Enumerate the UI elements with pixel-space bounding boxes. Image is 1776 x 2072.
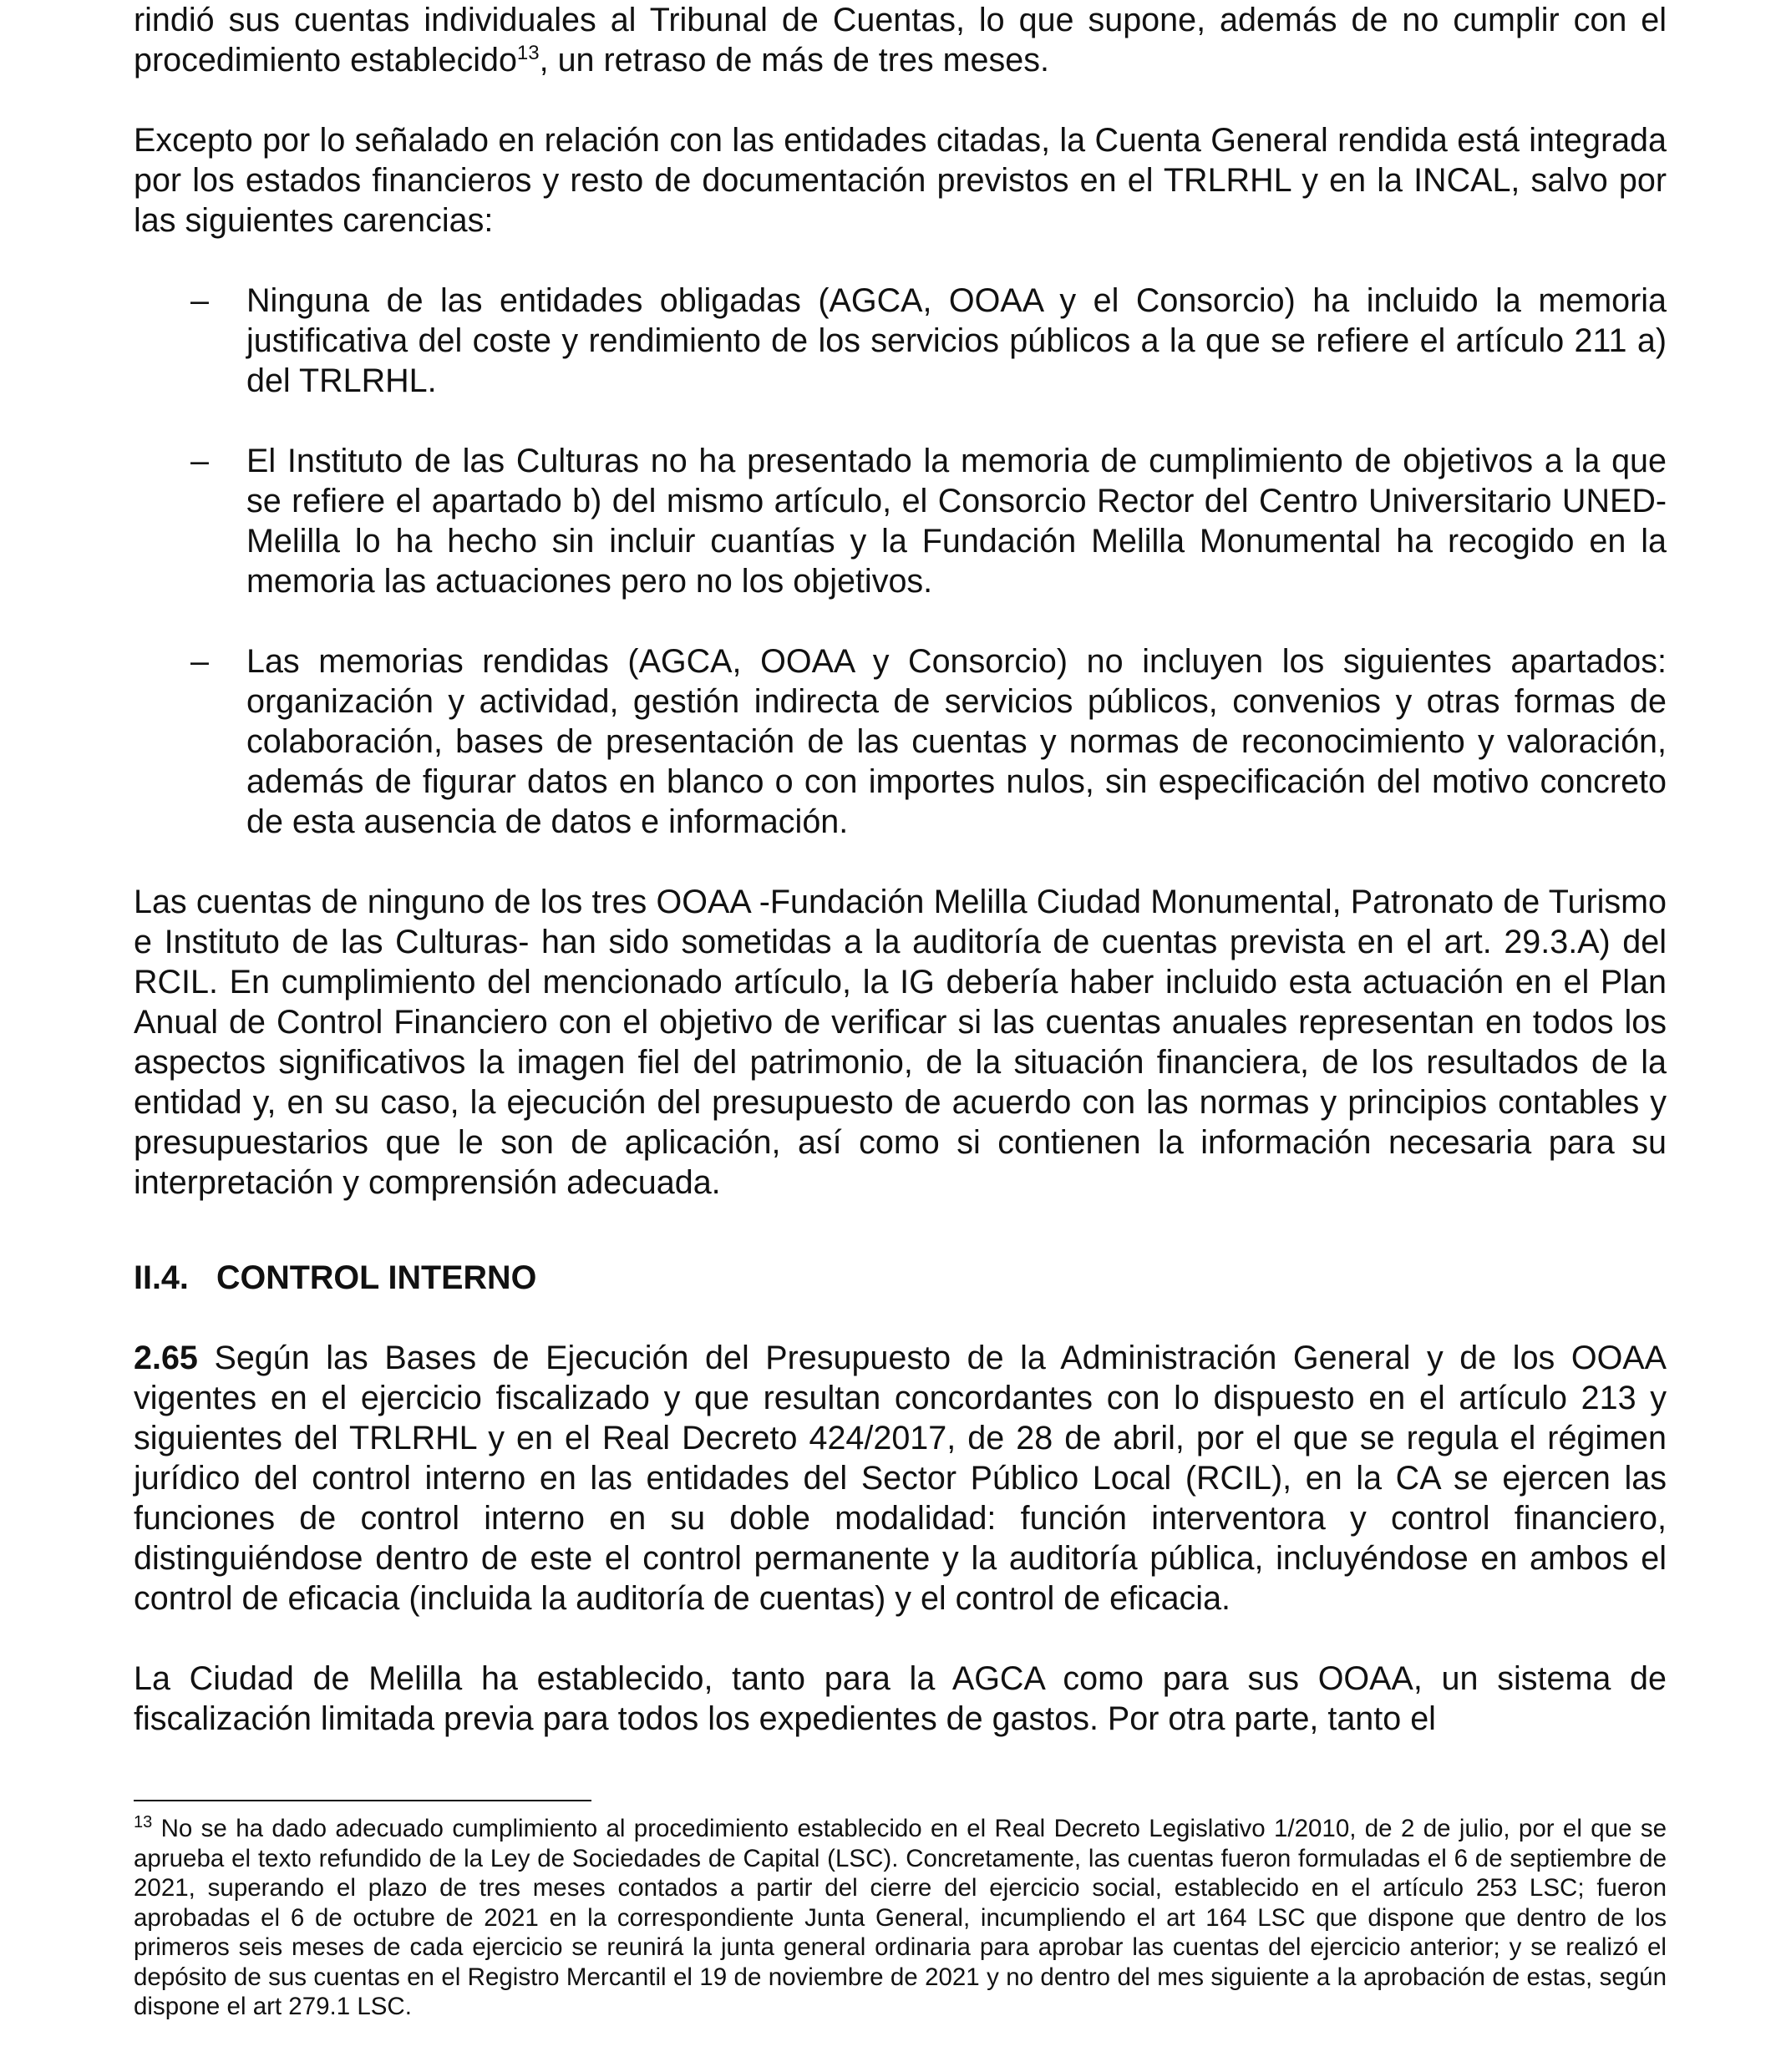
list-item (134, 441, 1667, 601)
section-heading (134, 1258, 1667, 1298)
list-item-text: El Instituto de las Culturas no ha presentado la memoria de cumplimiento de objetivos a la que se refiere el apartado b) del mismo artículo, el Consorcio Rector del Centro Universitario UNED-Melilla lo ha hecho sin incluir cuantías y la Fundación Melilla Monumental ha recogido en la memoria las actuaciones pero no los objetivos. (246, 443, 1667, 600)
carencias-list (134, 281, 1667, 842)
list-item-text: Las memorias rendidas (AGCA, OOAA y Consorcio) no incluyen los siguientes apartados: organización y actividad, gestión indirecta de servicios públicos, convenios y otras formas de colaboración, bases de presentación de las cuentas y normas de reconocimiento y valoración, además de figurar datos en blanco o con importes nulos, sin especificación del motivo concreto de esta ausencia de datos e información. (246, 643, 1667, 840)
section-title: CONTROL INTERNO (216, 1259, 537, 1296)
section-number: II.4. (134, 1259, 189, 1296)
excepto-paragraph: Excepto por lo señalado en relación con las entidades citadas, la Cuenta General rendida está integrada por los estados financieros y resto de documentación previstos en el TRLRHL y en la INCAL, salvo por las siguientes carencias: (134, 122, 1667, 239)
ooaa-paragraph: Las cuentas de ninguno de los tres OOAA -Fundación Melilla Ciudad Monumental, Patronato de Turismo e Instituto de las Culturas- han sido sometidas a la auditoría de cuentas prevista en el art. 29.3.A) del RCIL. En cumplimiento del mencionado artículo, la IG debería haber incluido esta actuación en el Plan Anual de Control Financiero con el objetivo de verificar si las cuentas anuales representan en todos los aspectos significativos la imagen fiel del patrimonio, de la situación financiera, de los resultados de la entidad y, en su caso, la ejecución del presupuesto de acuerdo con las normas y principios contables y presupuestarios que le son de aplicación, así como si contienen la información necesaria para su interpretación y comprensión adecuada. (134, 884, 1667, 1201)
intro-continuation-paragraph (134, 0, 1667, 80)
list-item (134, 641, 1667, 842)
footnote-separator (134, 1800, 591, 1801)
dash-bullet-icon: – (190, 643, 209, 680)
intro-tail-text: , un retraso de más de tres meses. (539, 42, 1049, 79)
footnote-text: No se ha dado adecuado cumplimiento al procedimiento establecido en el Real Decreto Legislativo 1/2010, de 2 de julio, por el que se aprueba el texto refundido de la Ley de Sociedades de Capital (LSC). Concretamente, las cuentas fueron formuladas el 6 de septiembre de 2021, superando el plazo de tres meses contados a partir del cierre del ejercicio social, establecido en el artículo 253 LSC; fueron aprobadas el 6 de octubre de 2021 en la correspondiente Junta General, incumpliendo el art 164 LSC que dispone que dentro de los primeros seis meses de cada ejercicio se reunirá la junta general ordinaria para aprobar las cuentas del ejercicio anterior; y se realizó el depósito de sus cuentas en el Registro Mercantil el 19 de noviembre de 2021 y no dentro del mes siguiente a la aprobación de estas, según dispone el art 279.1 LSC. (134, 1815, 1667, 2020)
list-item (134, 281, 1667, 401)
list-item-text: Ninguna de las entidades obligadas (AGCA, OOAA y el Consorcio) ha incluido la memoria justificativa del coste y rendimiento de los servicios públicos a la que se refiere el artículo 211 a) del TRLRHL. (246, 282, 1667, 399)
melilla-paragraph: La Ciudad de Melilla ha establecido, tanto para la AGCA como para sus OOAA, un sistema de fiscalización limitada previa para todos los expedientes de gastos. Por otra parte, tanto el (134, 1660, 1667, 1737)
intro-text: rindió sus cuentas individuales al Tribunal de Cuentas, lo que supone, además de no cumplir con el procedimiento establecido (134, 2, 1667, 79)
document-page (134, 0, 1667, 1739)
footnote-ref-13[interactable]: 13 (516, 41, 540, 64)
footnote-paragraph (134, 1814, 1667, 2022)
dash-bullet-icon: – (190, 282, 209, 319)
footnote-number: 13 (134, 1813, 153, 1832)
dash-bullet-icon: – (190, 443, 209, 479)
footnote-13 (134, 1814, 1667, 2022)
paragraph-2-65 (134, 1338, 1667, 1619)
paragraph-number: 2.65 (134, 1340, 198, 1376)
paragraph-text: Según las Bases de Ejecución del Presupuesto de la Administración General y de los OOAA vigentes en el ejercicio fiscalizado y que resultan concordantes con lo dispuesto en el artículo 213 y siguientes del TRLRHL y en el Real Decreto 424/2017, de 28 de abril, por el que se regula el régimen jurídico del control interno en las entidades del Sector Público Local (RCIL), en la CA se ejercen las funciones de control interno en su doble modalidad: función interventora y control financiero, distinguiéndose dentro de este el control permanente y la auditoría pública, incluyéndose en ambos el control de eficacia (incluida la auditoría de cuentas) y el control de eficacia. (134, 1340, 1667, 1617)
